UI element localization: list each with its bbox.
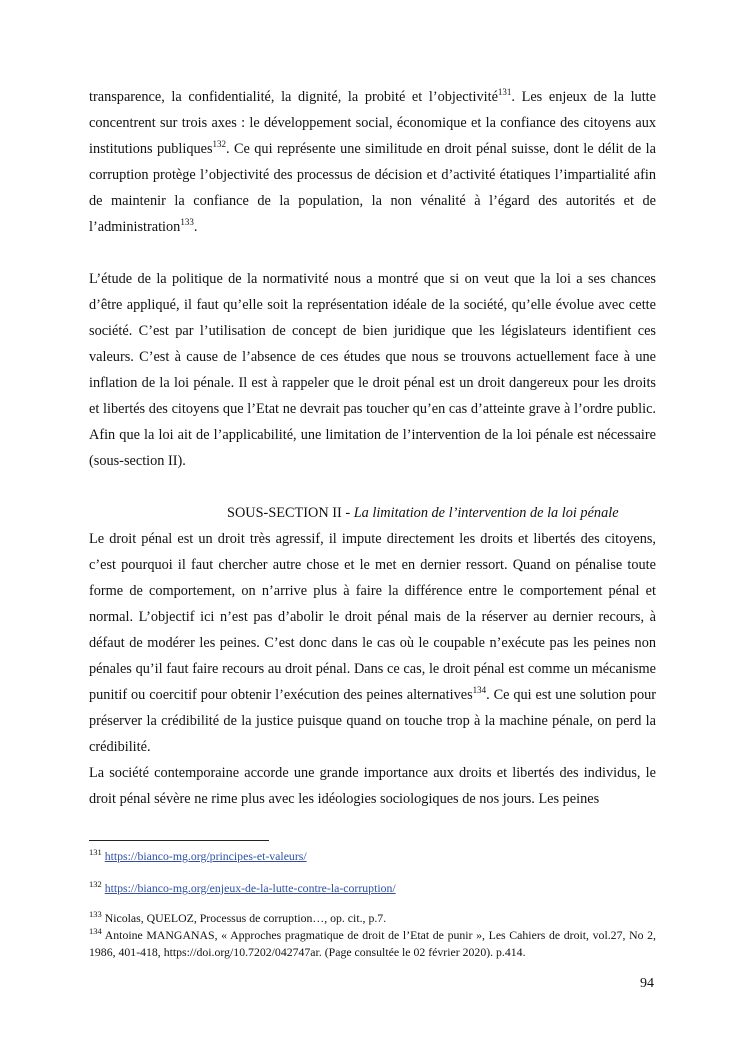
paragraph-3-text-a: Le droit pénal est un droit très agressif, il impute directement les droits et libertés des citoyens, c’est pourquoi il faut chercher autre chose et le met en dernier ressort. Quand on pénalise toute forme de comportement, on n’arrive plus à faire la différence entre le comportement pénal et normal. L’objectif ici n’est pas d’abolir le droit pénal mais de la réserver au dernier recours, à défaut de modérer les peines. C’est donc dans le cas où le coupable n’exécute pas les peines non pénales qu’il faut faire recours au droit pénal. Dans ce cas, le droit pénal est comme un mécanisme punitif ou coercitif pour obtenir l’exécution des peines alternatives [89, 531, 656, 703]
footnote-ref-131[interactable]: 131 [497, 87, 512, 97]
footnote-number: 132 [89, 879, 102, 889]
footnote-link[interactable]: https://bianco-mg.org/enjeux-de-la-lutte-contre-la-corruption/ [104, 881, 396, 895]
section-heading-title: La limitation de l’intervention de la loi pénale [353, 505, 619, 521]
footnote-131 [89, 848, 656, 865]
footnote-number: 134 [89, 926, 102, 936]
paragraph-1-text-b: . Les enjeux de la lutte concentrent sur trois axes : le développement social, économique et la confiance des citoyens aux institutions publiques [89, 89, 656, 157]
footnote-ref-134[interactable]: 134 [472, 685, 487, 695]
footnote-number: 131 [89, 847, 102, 857]
footnote-132 [89, 880, 656, 897]
footnote-text: Nicolas, QUELOZ, Processus de corruption…, op. cit., p.7. [104, 911, 387, 925]
footnote-ref-133[interactable]: 133 [180, 217, 194, 227]
footnote-separator [89, 840, 269, 841]
footnotes [89, 848, 656, 961]
paragraph-1 [89, 84, 656, 240]
footnote-spacer [89, 897, 656, 910]
paragraph-3 [89, 526, 656, 760]
footnote-spacer [89, 865, 656, 880]
paragraph-4: La société contemporaine accorde une grande importance aux droits et libertés des individus, le droit pénal sévère ne rime plus avec les idéologies sociologiques de nos jours. Les peines [89, 765, 656, 807]
paragraph-3-text-b: . Ce qui est une solution pour préserver la crédibilité de la justice puisque quand on touche trop à la machine pénale, on perd la crédibilité. [89, 687, 656, 755]
paragraph-1-text-d: . [193, 219, 198, 235]
paragraph-1-text-c: . Ce qui représente une similitude en droit pénal suisse, dont le délit de la corruption protège l’objectivité des processus de décision et d’activité étatiques l’impartialité afin de maintenir la confiance de la population, la non vénalité à l’égard des autorités et de l’administration [89, 141, 656, 235]
footnote-text: Antoine MANGANAS, « Approches pragmatique de droit de l’Etat de punir », Les Cahiers de droit, vol.27, No 2, 1986, 401-418, https://doi.org/10.7202/042747ar. (Page consultée le 02 février 2020). p.414. [89, 928, 656, 959]
footnote-134 [89, 927, 656, 961]
footnote-link[interactable]: https://bianco-mg.org/principes-et-valeurs/ [104, 849, 307, 863]
page-number: 94 [640, 976, 654, 991]
paragraph-2: L’étude de la politique de la normativité nous a montré que si on veut que la loi a ses chances d’être appliqué, il faut qu’elle soit la représentation idéale de la société, qu’elle évolue avec cette société. C’est par l’utilisation de concept de bien juridique que les législateurs identifient ces valeurs. C’est à cause de l’absence de ces études que nous se trouvons actuellement face à une inflation de la loi pénale. Il est à rappeler que le droit pénal est un droit dangereux pour les droits et libertés des citoyens que l’Etat ne devrait pas toucher qu’en cas d’atteinte grave à l’ordre public. Afin que la loi ait de l’applicabilité, une limitation de l’intervention de la loi pénale est nécessaire (sous-section II). [89, 271, 656, 469]
section-heading [89, 500, 656, 526]
footnote-ref-132[interactable]: 132 [212, 139, 227, 149]
body-text [89, 84, 656, 812]
paragraph-spacer [89, 474, 656, 500]
footnote-133 [89, 910, 656, 927]
footnote-number: 133 [89, 909, 102, 919]
paragraph-spacer [89, 240, 656, 266]
section-heading-label: SOUS-SECTION II - [227, 505, 354, 521]
paragraph-1-text-a: transparence, la confidentialité, la dignité, la probité et l’objectivité [89, 89, 498, 105]
